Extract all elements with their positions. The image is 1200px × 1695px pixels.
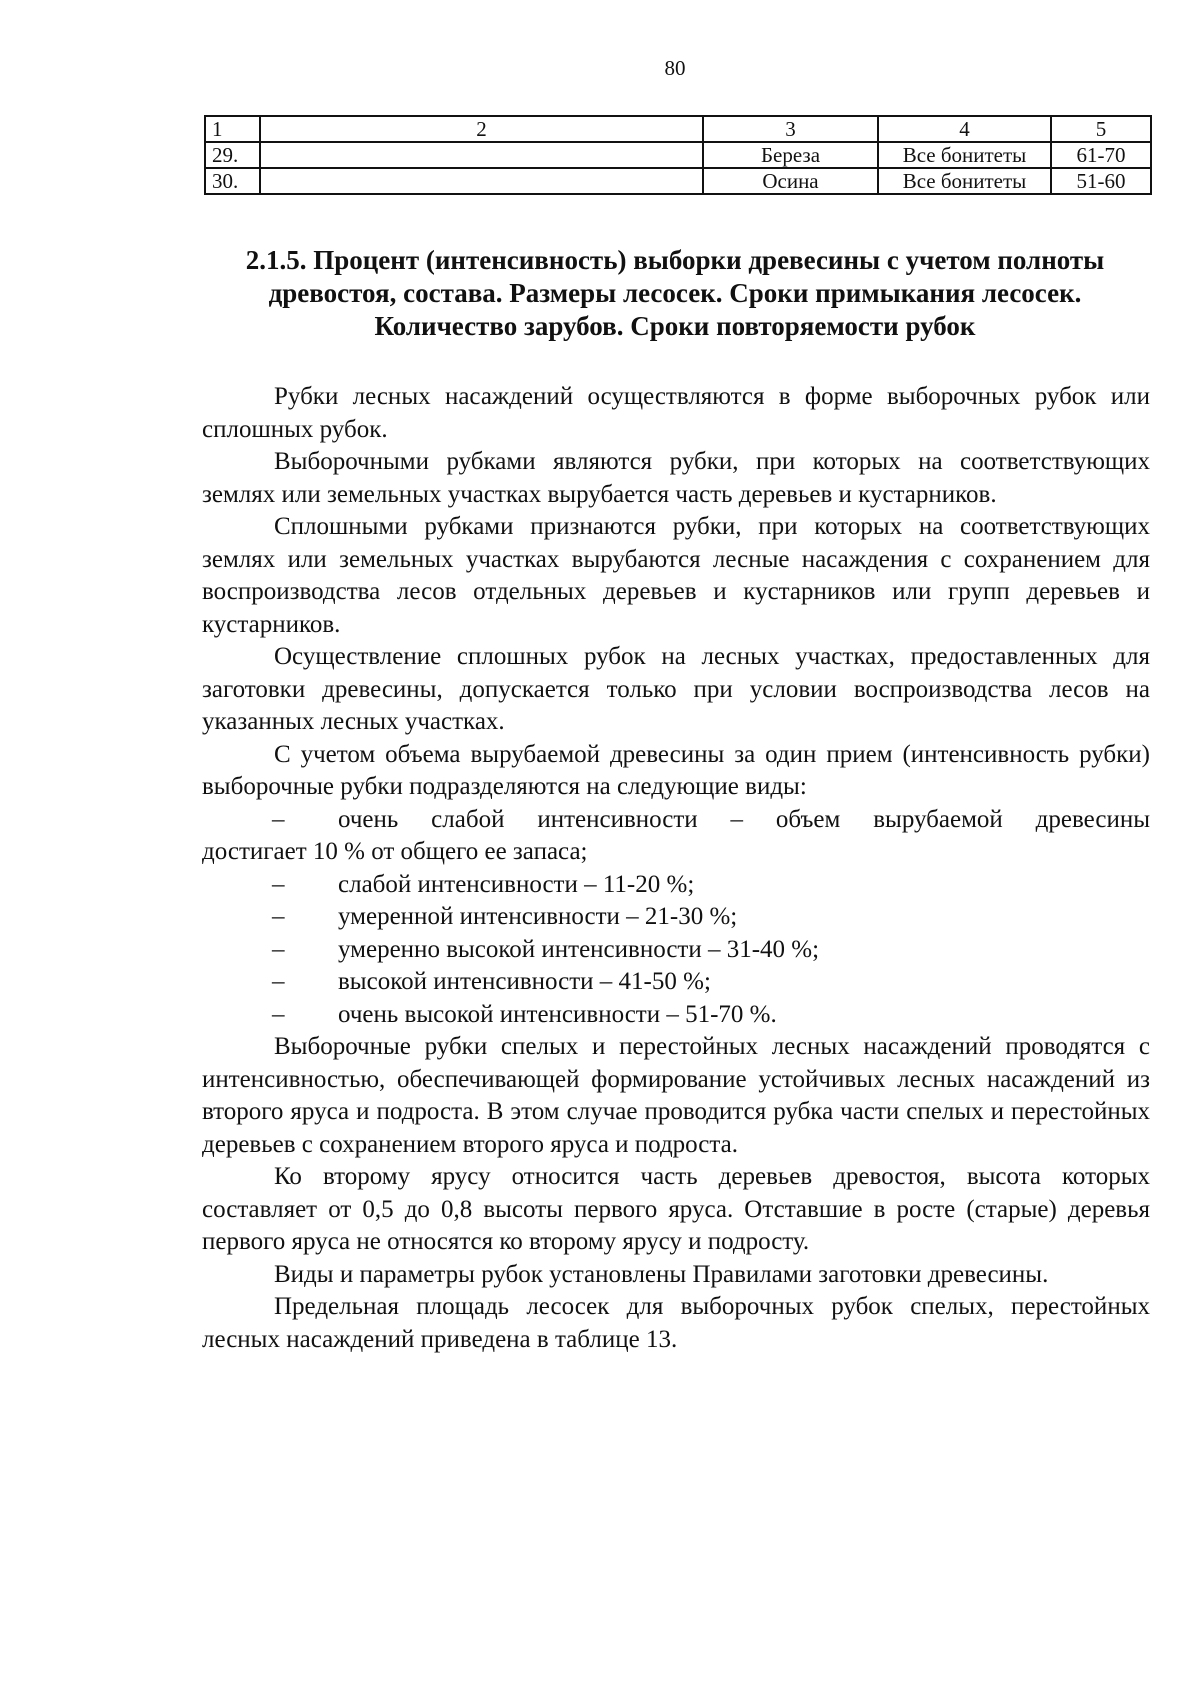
table-row	[205, 142, 1151, 168]
body-text	[202, 381, 1150, 1356]
paragraph: Рубки лесных насаждений осуществляются в форме выборочных рубок или сплошных рубок.	[202, 383, 1150, 443]
table-cell: Осина	[703, 168, 878, 194]
table-header-cell: 5	[1051, 116, 1151, 142]
list-dash: –	[272, 903, 285, 930]
table-row	[205, 168, 1151, 194]
list-item-text: высокой интенсивности – 41-50 %;	[338, 968, 711, 995]
table-header-cell: 4	[878, 116, 1051, 142]
heading-line: Количество зарубов. Сроки повторяемости рубок	[374, 311, 976, 341]
heading-line: 2.1.5. Процент (интенсивность) выборки древесины с учетом полноты	[245, 245, 1105, 275]
list-item	[202, 901, 1150, 934]
heading-line: древостоя, состава. Размеры лесосек. Сроки примыкания лесосек.	[268, 278, 1082, 308]
table-cell: 29.	[205, 142, 260, 168]
page-number: 80	[664, 56, 686, 80]
table-cell: Все бонитеты	[878, 168, 1051, 194]
table-cell: 30.	[205, 168, 260, 194]
list-dash: –	[272, 1000, 285, 1028]
table-cell: Береза	[703, 142, 878, 168]
list-dash: –	[272, 805, 285, 833]
table-cell	[260, 168, 703, 194]
table-cell: Все бонитеты	[878, 142, 1051, 168]
table-cell	[260, 142, 703, 168]
list-item-continuation: достигает 10 % от общего ее запаса;	[202, 838, 588, 865]
list-item	[202, 966, 1150, 999]
list-dash: –	[272, 968, 285, 995]
paragraph: Сплошными рубками признаются рубки, при которых на соответствующих землях или земельных участках вырубаются лесные насаждения с сохранением для воспроизводства лесов отдельных деревьев и кустарников или групп деревьев и кустарников.	[202, 513, 1150, 638]
list-item-text: умеренно высокой интенсивности – 31-40 %;	[338, 935, 820, 963]
list-dash: –	[272, 870, 285, 898]
table-header-row	[205, 116, 1151, 142]
list-item	[202, 934, 1150, 967]
paragraph: Ко второму ярусу относится часть деревьев древостоя, высота которых составляет от 0,5 до 0,8 высоты первого яруса. Отставшие в росте (старые) деревья первого яруса не относятся ко второму ярусу и подросту.	[202, 1163, 1150, 1255]
list-item	[202, 999, 1150, 1032]
table-cell: 51-60	[1051, 168, 1151, 194]
paragraph: Предельная площадь лесосек для выборочных рубок спелых, перестойных лесных насаждений приведена в таблице 13.	[202, 1293, 1150, 1353]
table-header-cell: 2	[260, 116, 703, 142]
table-header-cell: 1	[205, 116, 260, 142]
paragraph: Выборочные рубки спелых и перестойных лесных насаждений проводятся с интенсивностью, обеспечивающей формирование устойчивых лесных насаждений из второго яруса и подроста. В этом случае проводится рубка части спелых и перестойных деревьев с сохранением второго яруса и подроста.	[202, 1033, 1150, 1158]
list-dash: –	[272, 935, 285, 963]
list-item	[202, 869, 1150, 902]
list-item-text: очень высокой интенсивности – 51-70 %.	[338, 1000, 777, 1028]
paragraph: Выборочными рубками являются рубки, при которых на соответствующих землях или земельных участках вырубается часть деревьев и кустарников.	[202, 448, 1150, 508]
paragraph: Виды и параметры рубок установлены Правилами заготовки древесины.	[274, 1260, 1049, 1288]
table-cell: 61-70	[1051, 142, 1151, 168]
list-item-text: умеренной интенсивности – 21-30 %;	[338, 903, 738, 930]
section-heading	[200, 244, 1150, 343]
paragraph: Осуществление сплошных рубок на лесных участках, предоставленных для заготовки древесины, допускается только при условии воспроизводства лесов на указанных лесных участках.	[202, 643, 1150, 735]
continuation-table	[204, 115, 1150, 195]
list-item-text: очень слабой интенсивности – объем вырубаемой древесины	[338, 805, 1150, 833]
list-item	[202, 804, 1150, 837]
table-header-cell: 3	[703, 116, 878, 142]
list-item-text: слабой интенсивности – 11-20 %;	[338, 870, 695, 898]
paragraph: С учетом объема вырубаемой древесины за один прием (интенсивность рубки) выборочные рубки подразделяются на следующие виды:	[202, 740, 1150, 800]
